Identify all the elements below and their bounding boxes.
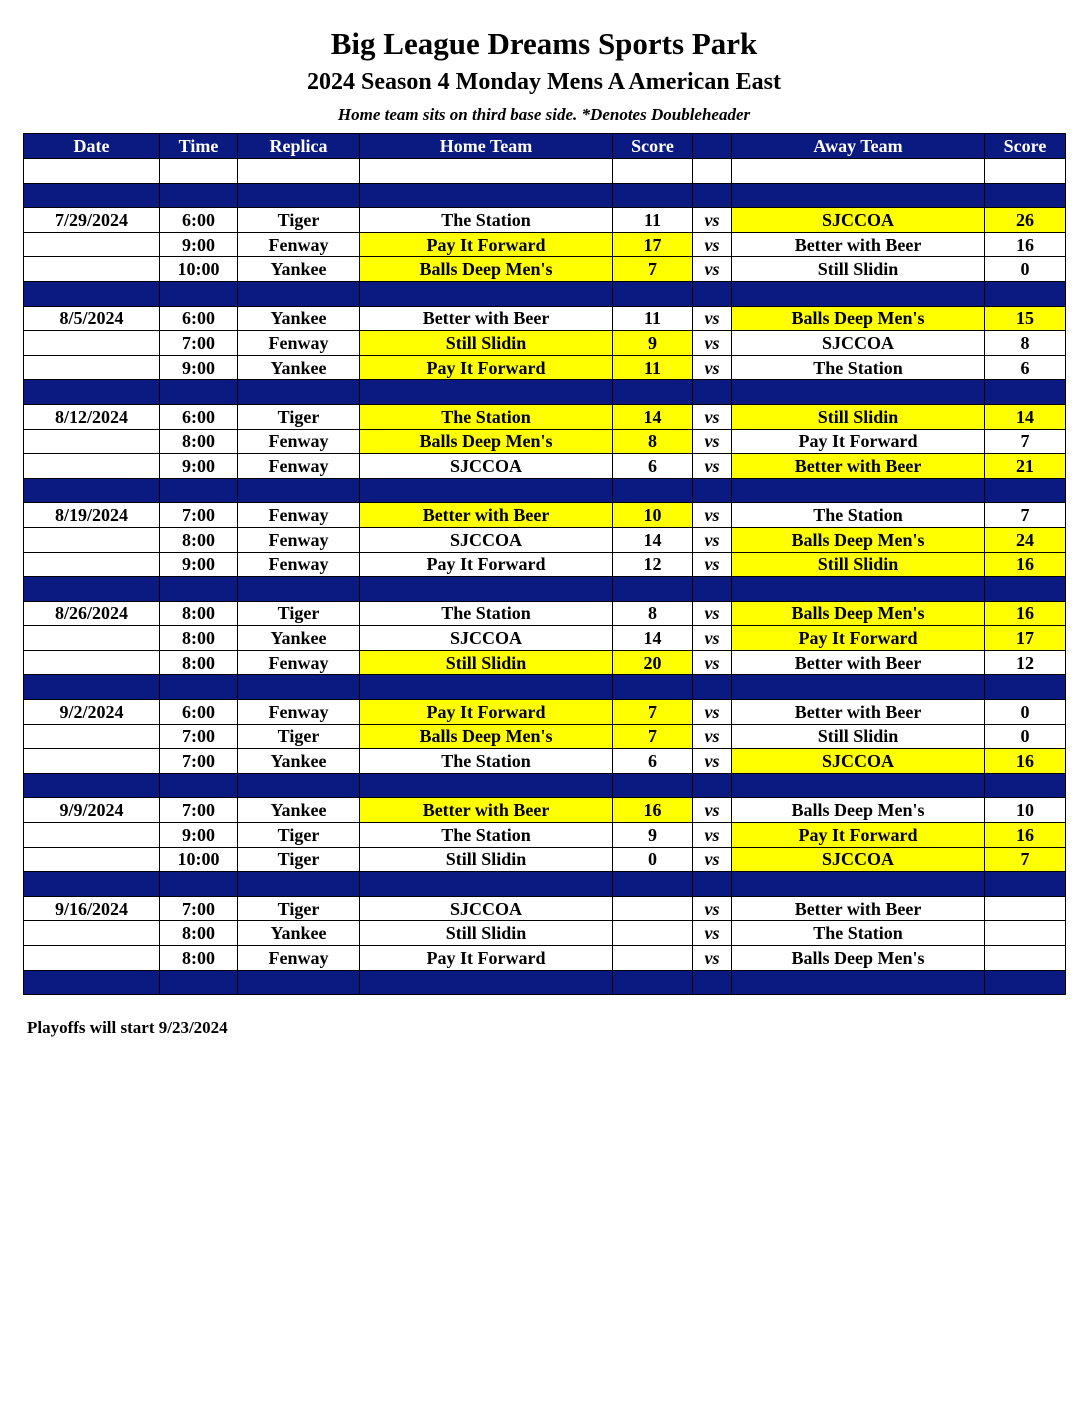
away-team: Pay It Forward bbox=[732, 626, 985, 651]
home-team: Pay It Forward bbox=[360, 552, 613, 577]
away-team: The Station bbox=[732, 503, 985, 528]
away-team: The Station bbox=[732, 921, 985, 946]
home-team: Still Slidin bbox=[360, 921, 613, 946]
away-score: 7 bbox=[985, 503, 1066, 528]
away-team: SJCCOA bbox=[732, 749, 985, 774]
vs-label: vs bbox=[693, 527, 732, 552]
home-score: 11 bbox=[613, 208, 693, 233]
home-team: Pay It Forward bbox=[360, 232, 613, 257]
separator-row bbox=[24, 281, 1066, 306]
game-time: 6:00 bbox=[160, 306, 238, 331]
col-date: Date bbox=[24, 134, 160, 159]
game-time: 7:00 bbox=[160, 896, 238, 921]
schedule-note: Home team sits on third base side. *Denotes Doubleheader bbox=[337, 105, 751, 124]
blank-row bbox=[24, 159, 1066, 184]
home-team: The Station bbox=[360, 749, 613, 774]
game-date: 9/9/2024 bbox=[24, 798, 160, 823]
home-team: Balls Deep Men's bbox=[360, 257, 613, 282]
page-subtitle: 2024 Season 4 Monday Mens A American East bbox=[306, 69, 782, 95]
vs-label: vs bbox=[693, 404, 732, 429]
home-score: 10 bbox=[613, 503, 693, 528]
col-home-score: Score bbox=[613, 134, 693, 159]
game-time: 8:00 bbox=[160, 626, 238, 651]
away-score: 7 bbox=[985, 429, 1066, 454]
table-row bbox=[24, 404, 1066, 429]
home-team: The Station bbox=[360, 208, 613, 233]
vs-label: vs bbox=[693, 232, 732, 257]
separator-row bbox=[24, 478, 1066, 503]
game-replica: Fenway bbox=[238, 527, 360, 552]
game-replica: Yankee bbox=[238, 306, 360, 331]
game-date bbox=[24, 552, 160, 577]
home-score: 14 bbox=[613, 626, 693, 651]
game-replica: Fenway bbox=[238, 700, 360, 725]
vs-label: vs bbox=[693, 626, 732, 651]
game-time: 7:00 bbox=[160, 331, 238, 356]
game-replica: Tiger bbox=[238, 823, 360, 848]
away-team: The Station bbox=[732, 355, 985, 380]
separator-row bbox=[24, 872, 1066, 897]
home-score: 8 bbox=[613, 429, 693, 454]
col-away-team: Away Team bbox=[732, 134, 985, 159]
game-date bbox=[24, 454, 160, 479]
table-row bbox=[24, 847, 1066, 872]
game-date: 8/5/2024 bbox=[24, 306, 160, 331]
away-team: Better with Beer bbox=[732, 700, 985, 725]
away-team: Pay It Forward bbox=[732, 823, 985, 848]
table-row bbox=[24, 552, 1066, 577]
game-replica: Yankee bbox=[238, 749, 360, 774]
away-team: SJCCOA bbox=[732, 208, 985, 233]
away-score: 16 bbox=[985, 823, 1066, 848]
game-date bbox=[24, 429, 160, 454]
home-team: Pay It Forward bbox=[360, 355, 613, 380]
away-score: 0 bbox=[985, 700, 1066, 725]
game-replica: Yankee bbox=[238, 626, 360, 651]
home-team: Pay It Forward bbox=[360, 946, 613, 971]
vs-label: vs bbox=[693, 749, 732, 774]
table-row bbox=[24, 257, 1066, 282]
home-team: Still Slidin bbox=[360, 331, 613, 356]
away-team: Balls Deep Men's bbox=[732, 946, 985, 971]
away-team: Balls Deep Men's bbox=[732, 601, 985, 626]
home-team: Balls Deep Men's bbox=[360, 429, 613, 454]
home-score: 16 bbox=[613, 798, 693, 823]
vs-label: vs bbox=[693, 503, 732, 528]
table-row bbox=[24, 798, 1066, 823]
away-team: Better with Beer bbox=[732, 232, 985, 257]
table-row bbox=[24, 601, 1066, 626]
away-score: 7 bbox=[985, 847, 1066, 872]
vs-label: vs bbox=[693, 454, 732, 479]
vs-label: vs bbox=[693, 306, 732, 331]
away-team: Balls Deep Men's bbox=[732, 527, 985, 552]
game-replica: Tiger bbox=[238, 724, 360, 749]
table-row bbox=[24, 896, 1066, 921]
home-score: 7 bbox=[613, 724, 693, 749]
home-score bbox=[613, 896, 693, 921]
header-row bbox=[24, 134, 1066, 159]
separator-row bbox=[24, 577, 1066, 602]
game-date bbox=[24, 257, 160, 282]
home-score: 11 bbox=[613, 355, 693, 380]
game-date bbox=[24, 724, 160, 749]
game-date: 7/29/2024 bbox=[24, 208, 160, 233]
col-vs bbox=[693, 134, 732, 159]
away-score: 0 bbox=[985, 257, 1066, 282]
game-time: 10:00 bbox=[160, 257, 238, 282]
schedule-table bbox=[23, 133, 1066, 995]
game-time: 9:00 bbox=[160, 232, 238, 257]
home-team: The Station bbox=[360, 404, 613, 429]
game-replica: Tiger bbox=[238, 601, 360, 626]
home-team: Better with Beer bbox=[360, 306, 613, 331]
away-score: 16 bbox=[985, 232, 1066, 257]
away-team: Still Slidin bbox=[732, 257, 985, 282]
home-team: SJCCOA bbox=[360, 626, 613, 651]
vs-label: vs bbox=[693, 921, 732, 946]
table-row bbox=[24, 823, 1066, 848]
game-time: 8:00 bbox=[160, 921, 238, 946]
game-time: 6:00 bbox=[160, 404, 238, 429]
home-score: 8 bbox=[613, 601, 693, 626]
game-date: 9/2/2024 bbox=[24, 700, 160, 725]
table-row bbox=[24, 232, 1066, 257]
away-team: Balls Deep Men's bbox=[732, 798, 985, 823]
home-score: 17 bbox=[613, 232, 693, 257]
vs-label: vs bbox=[693, 601, 732, 626]
table-row bbox=[24, 946, 1066, 971]
game-replica: Tiger bbox=[238, 404, 360, 429]
away-score: 21 bbox=[985, 454, 1066, 479]
schedule-body bbox=[24, 159, 1066, 995]
away-score: 15 bbox=[985, 306, 1066, 331]
game-time: 8:00 bbox=[160, 601, 238, 626]
table-row bbox=[24, 208, 1066, 233]
home-score: 6 bbox=[613, 749, 693, 774]
home-score bbox=[613, 921, 693, 946]
table-row bbox=[24, 503, 1066, 528]
away-score: 24 bbox=[985, 527, 1066, 552]
home-score: 11 bbox=[613, 306, 693, 331]
table-row bbox=[24, 527, 1066, 552]
table-row bbox=[24, 429, 1066, 454]
vs-label: vs bbox=[693, 552, 732, 577]
away-score bbox=[985, 921, 1066, 946]
home-team: The Station bbox=[360, 601, 613, 626]
separator-row bbox=[24, 773, 1066, 798]
separator-row bbox=[24, 675, 1066, 700]
away-team: Better with Beer bbox=[732, 454, 985, 479]
home-score: 12 bbox=[613, 552, 693, 577]
game-replica: Fenway bbox=[238, 454, 360, 479]
home-score: 14 bbox=[613, 527, 693, 552]
game-date bbox=[24, 626, 160, 651]
table-row bbox=[24, 724, 1066, 749]
separator-row bbox=[24, 970, 1066, 995]
table-row bbox=[24, 306, 1066, 331]
away-score bbox=[985, 946, 1066, 971]
home-team: SJCCOA bbox=[360, 454, 613, 479]
away-score: 0 bbox=[985, 724, 1066, 749]
game-date: 9/16/2024 bbox=[24, 896, 160, 921]
away-team: Balls Deep Men's bbox=[732, 306, 985, 331]
game-replica: Fenway bbox=[238, 429, 360, 454]
vs-label: vs bbox=[693, 700, 732, 725]
game-replica: Yankee bbox=[238, 798, 360, 823]
away-team: Still Slidin bbox=[732, 404, 985, 429]
game-date bbox=[24, 650, 160, 675]
home-score: 7 bbox=[613, 700, 693, 725]
game-replica: Yankee bbox=[238, 921, 360, 946]
game-replica: Yankee bbox=[238, 257, 360, 282]
game-time: 7:00 bbox=[160, 503, 238, 528]
table-row bbox=[24, 921, 1066, 946]
game-time: 10:00 bbox=[160, 847, 238, 872]
col-away-score: Score bbox=[985, 134, 1066, 159]
playoffs-note: Playoffs will start 9/23/2024 bbox=[27, 1018, 228, 1037]
vs-label: vs bbox=[693, 257, 732, 282]
vs-label: vs bbox=[693, 331, 732, 356]
away-score: 26 bbox=[985, 208, 1066, 233]
vs-label: vs bbox=[693, 823, 732, 848]
home-score: 0 bbox=[613, 847, 693, 872]
home-team: Balls Deep Men's bbox=[360, 724, 613, 749]
table-row bbox=[24, 454, 1066, 479]
table-row bbox=[24, 331, 1066, 356]
col-replica: Replica bbox=[238, 134, 360, 159]
vs-label: vs bbox=[693, 429, 732, 454]
col-time: Time bbox=[160, 134, 238, 159]
away-team: Still Slidin bbox=[732, 552, 985, 577]
game-time: 7:00 bbox=[160, 749, 238, 774]
home-team: SJCCOA bbox=[360, 896, 613, 921]
game-time: 8:00 bbox=[160, 946, 238, 971]
vs-label: vs bbox=[693, 724, 732, 749]
separator-row bbox=[24, 380, 1066, 405]
game-time: 8:00 bbox=[160, 527, 238, 552]
away-score bbox=[985, 896, 1066, 921]
game-replica: Fenway bbox=[238, 946, 360, 971]
game-time: 8:00 bbox=[160, 650, 238, 675]
game-time: 9:00 bbox=[160, 355, 238, 380]
away-team: SJCCOA bbox=[732, 847, 985, 872]
home-score: 9 bbox=[613, 823, 693, 848]
game-time: 9:00 bbox=[160, 552, 238, 577]
away-score: 16 bbox=[985, 601, 1066, 626]
game-date: 8/12/2024 bbox=[24, 404, 160, 429]
game-replica: Tiger bbox=[238, 896, 360, 921]
game-time: 9:00 bbox=[160, 454, 238, 479]
game-date bbox=[24, 331, 160, 356]
away-team: Still Slidin bbox=[732, 724, 985, 749]
away-score: 17 bbox=[985, 626, 1066, 651]
game-time: 9:00 bbox=[160, 823, 238, 848]
game-date bbox=[24, 847, 160, 872]
home-score: 6 bbox=[613, 454, 693, 479]
game-time: 7:00 bbox=[160, 724, 238, 749]
away-team: Better with Beer bbox=[732, 896, 985, 921]
home-team: Pay It Forward bbox=[360, 700, 613, 725]
away-score: 6 bbox=[985, 355, 1066, 380]
away-score: 8 bbox=[985, 331, 1066, 356]
home-team: Better with Beer bbox=[360, 798, 613, 823]
game-date: 8/26/2024 bbox=[24, 601, 160, 626]
game-time: 6:00 bbox=[160, 208, 238, 233]
away-score: 16 bbox=[985, 552, 1066, 577]
vs-label: vs bbox=[693, 355, 732, 380]
away-score: 14 bbox=[985, 404, 1066, 429]
vs-label: vs bbox=[693, 650, 732, 675]
game-date bbox=[24, 527, 160, 552]
page-title: Big League Dreams Sports Park bbox=[330, 26, 758, 61]
table-row bbox=[24, 626, 1066, 651]
home-score: 14 bbox=[613, 404, 693, 429]
away-score: 12 bbox=[985, 650, 1066, 675]
game-replica: Fenway bbox=[238, 503, 360, 528]
game-date bbox=[24, 232, 160, 257]
separator-row bbox=[24, 183, 1066, 208]
game-replica: Fenway bbox=[238, 232, 360, 257]
home-score bbox=[613, 946, 693, 971]
game-time: 6:00 bbox=[160, 700, 238, 725]
game-date bbox=[24, 823, 160, 848]
game-date bbox=[24, 921, 160, 946]
home-score: 7 bbox=[613, 257, 693, 282]
game-date bbox=[24, 749, 160, 774]
vs-label: vs bbox=[693, 798, 732, 823]
game-date: 8/19/2024 bbox=[24, 503, 160, 528]
away-score: 16 bbox=[985, 749, 1066, 774]
away-team: SJCCOA bbox=[732, 331, 985, 356]
game-time: 8:00 bbox=[160, 429, 238, 454]
col-home-team: Home Team bbox=[360, 134, 613, 159]
home-score: 20 bbox=[613, 650, 693, 675]
game-replica: Tiger bbox=[238, 847, 360, 872]
home-team: Still Slidin bbox=[360, 650, 613, 675]
home-team: Still Slidin bbox=[360, 847, 613, 872]
away-score: 10 bbox=[985, 798, 1066, 823]
table-row bbox=[24, 749, 1066, 774]
away-team: Better with Beer bbox=[732, 650, 985, 675]
table-row bbox=[24, 355, 1066, 380]
home-team: The Station bbox=[360, 823, 613, 848]
away-team: Pay It Forward bbox=[732, 429, 985, 454]
game-date bbox=[24, 355, 160, 380]
vs-label: vs bbox=[693, 896, 732, 921]
game-date bbox=[24, 946, 160, 971]
game-replica: Fenway bbox=[238, 552, 360, 577]
home-team: SJCCOA bbox=[360, 527, 613, 552]
home-team: Better with Beer bbox=[360, 503, 613, 528]
game-time: 7:00 bbox=[160, 798, 238, 823]
vs-label: vs bbox=[693, 847, 732, 872]
game-replica: Tiger bbox=[238, 208, 360, 233]
home-score: 9 bbox=[613, 331, 693, 356]
table-row bbox=[24, 650, 1066, 675]
game-replica: Fenway bbox=[238, 331, 360, 356]
table-row bbox=[24, 700, 1066, 725]
game-replica: Fenway bbox=[238, 650, 360, 675]
vs-label: vs bbox=[693, 946, 732, 971]
vs-label: vs bbox=[693, 208, 732, 233]
game-replica: Yankee bbox=[238, 355, 360, 380]
